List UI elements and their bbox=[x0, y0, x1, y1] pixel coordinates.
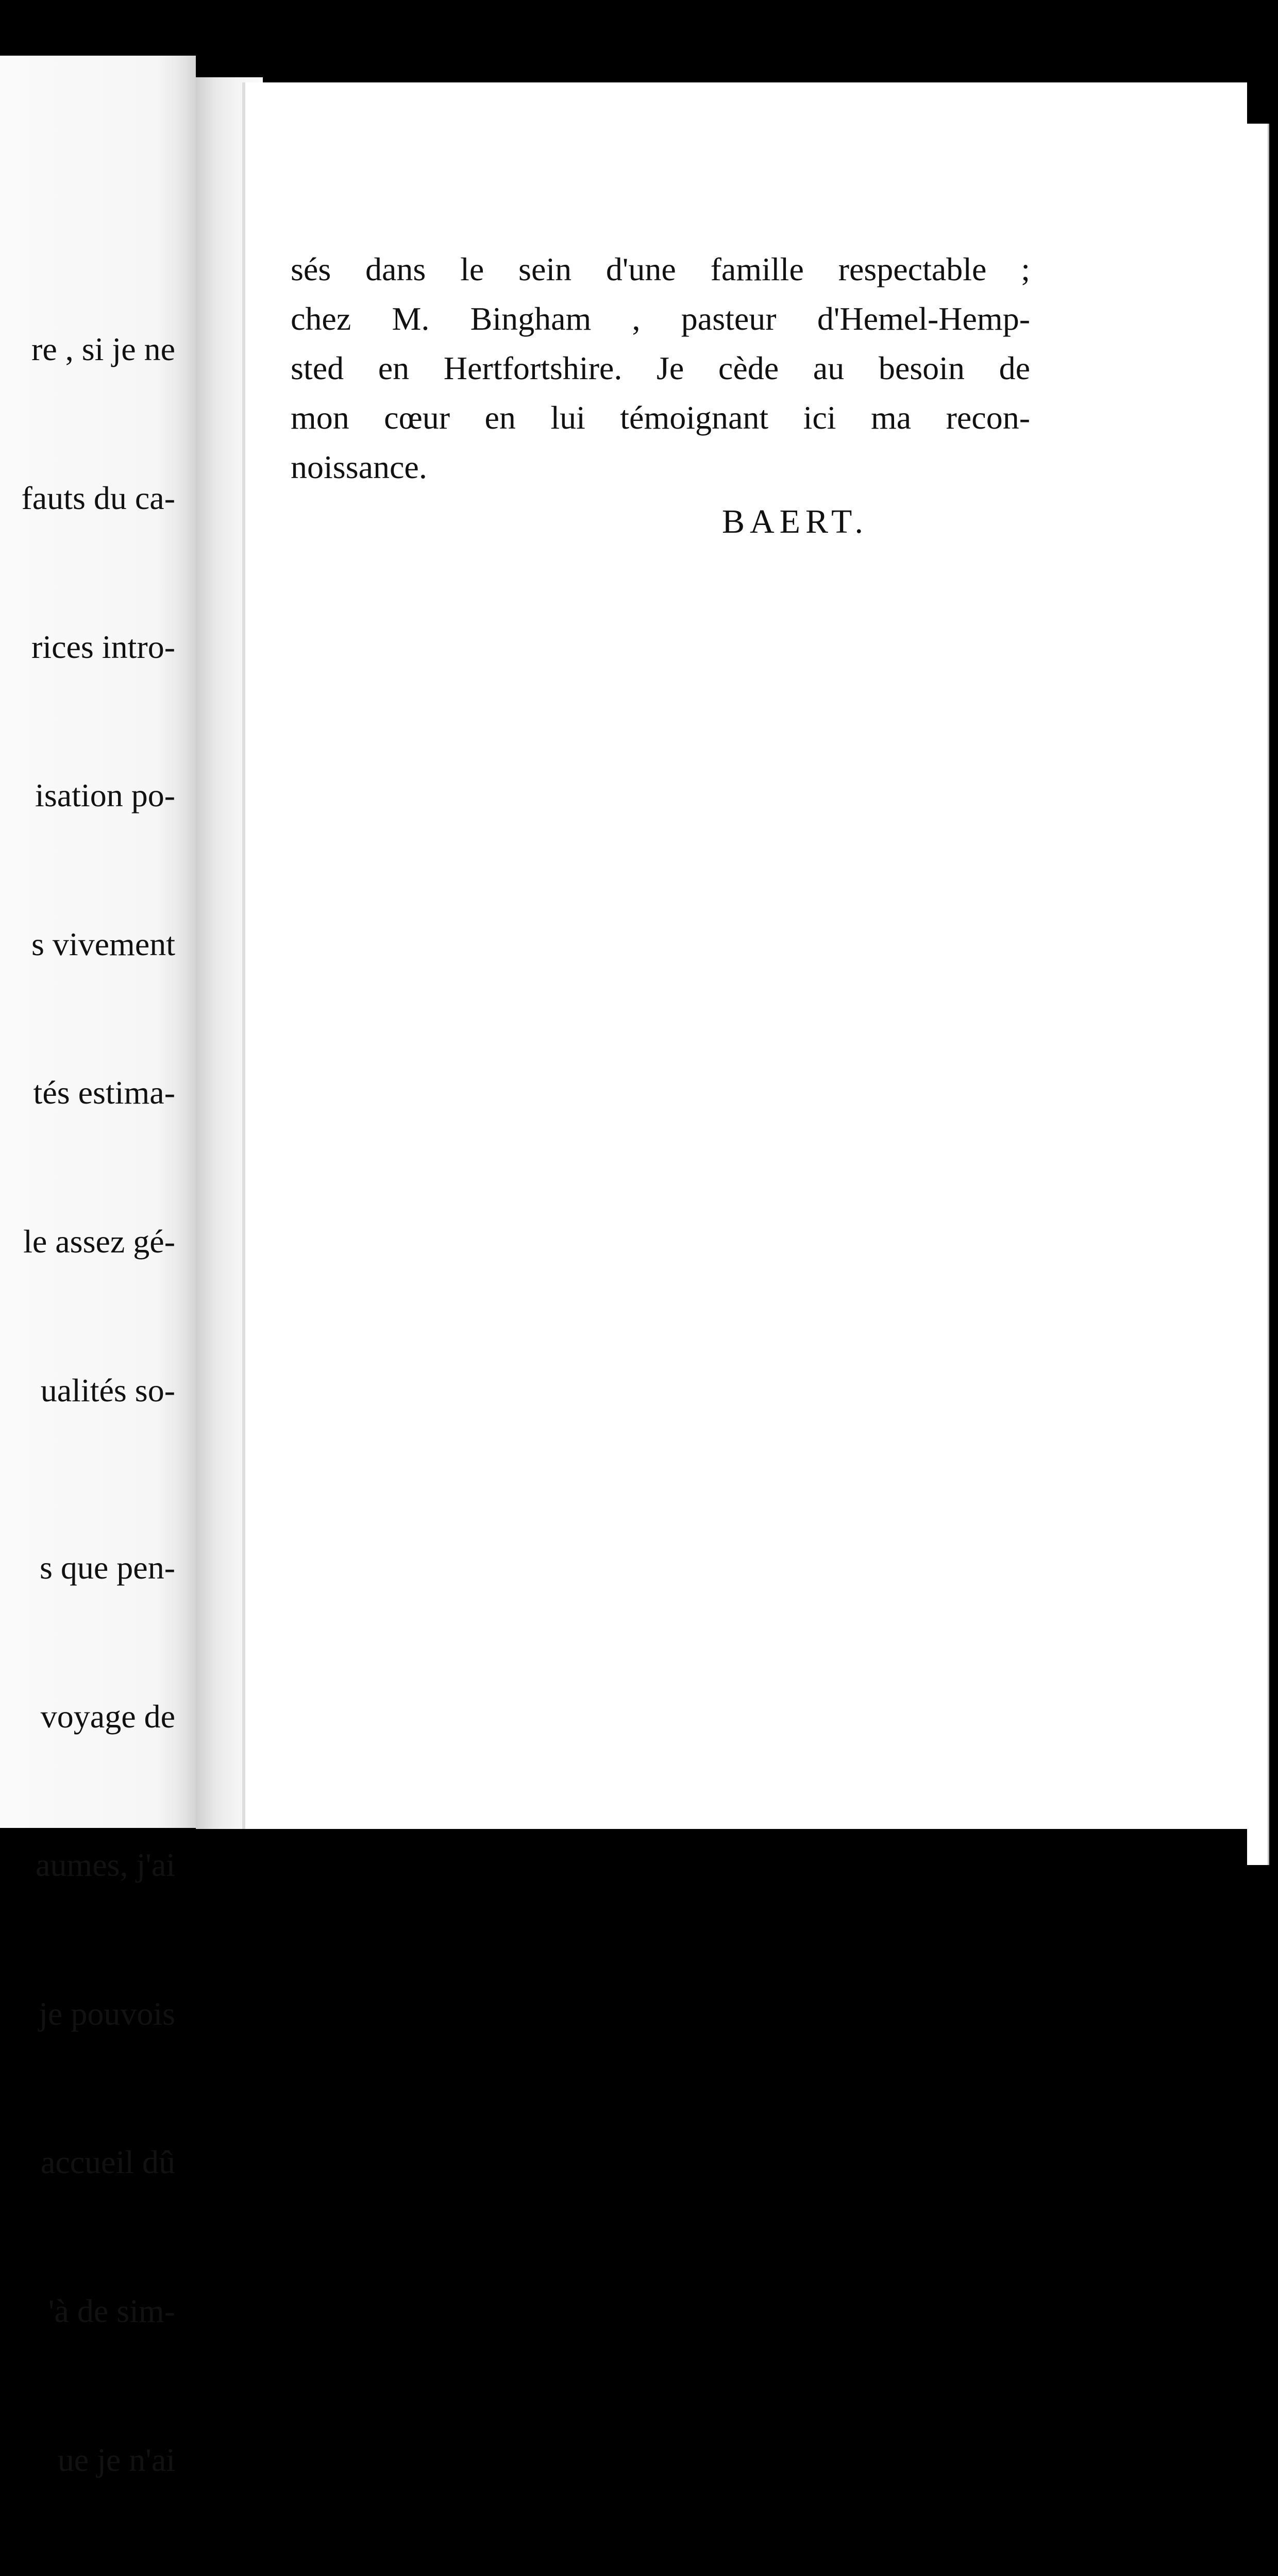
text-line: aumes, j'ai bbox=[36, 1846, 175, 1884]
text-line: s que pen- bbox=[39, 1549, 175, 1586]
text-line: accueil dû bbox=[40, 2144, 175, 2181]
text-line: ualités so- bbox=[40, 1371, 175, 1409]
text-line: rices intro- bbox=[31, 628, 175, 665]
text-line: s vivement bbox=[31, 925, 175, 962]
text-line: re , si je ne bbox=[31, 331, 175, 368]
text-line: je pouvois bbox=[39, 1995, 175, 2032]
current-page bbox=[242, 82, 1247, 1829]
text-line: voyage de bbox=[40, 1698, 175, 1735]
text-line: fauts du ca- bbox=[21, 480, 175, 516]
text-line: sés dans le sein d'une famille respectable ; bbox=[291, 251, 1030, 287]
text-line: chez M. Bingham , pasteur d'Hemel-Hemp- bbox=[291, 300, 1030, 337]
text-line: tés estima- bbox=[33, 1074, 175, 1111]
text-line: noissance. bbox=[291, 449, 427, 485]
text-line: isation po- bbox=[35, 777, 175, 814]
text-line: sted en Hertfortshire. Je cède au besoin de bbox=[291, 350, 1030, 386]
previous-page bbox=[0, 56, 196, 2478]
text-line: mon cœur en lui témoignant ici ma recon- bbox=[291, 399, 1030, 436]
text-line: le assez gé- bbox=[23, 1223, 175, 1260]
author-signature: BAERT. bbox=[722, 503, 868, 540]
page-edge bbox=[1247, 124, 1269, 1865]
previous-page-text bbox=[21, 226, 175, 2576]
text-line: ue je n'ai bbox=[57, 2441, 175, 2478]
body-paragraph bbox=[291, 245, 1030, 492]
text-line: 'à de sim- bbox=[48, 2292, 175, 2329]
